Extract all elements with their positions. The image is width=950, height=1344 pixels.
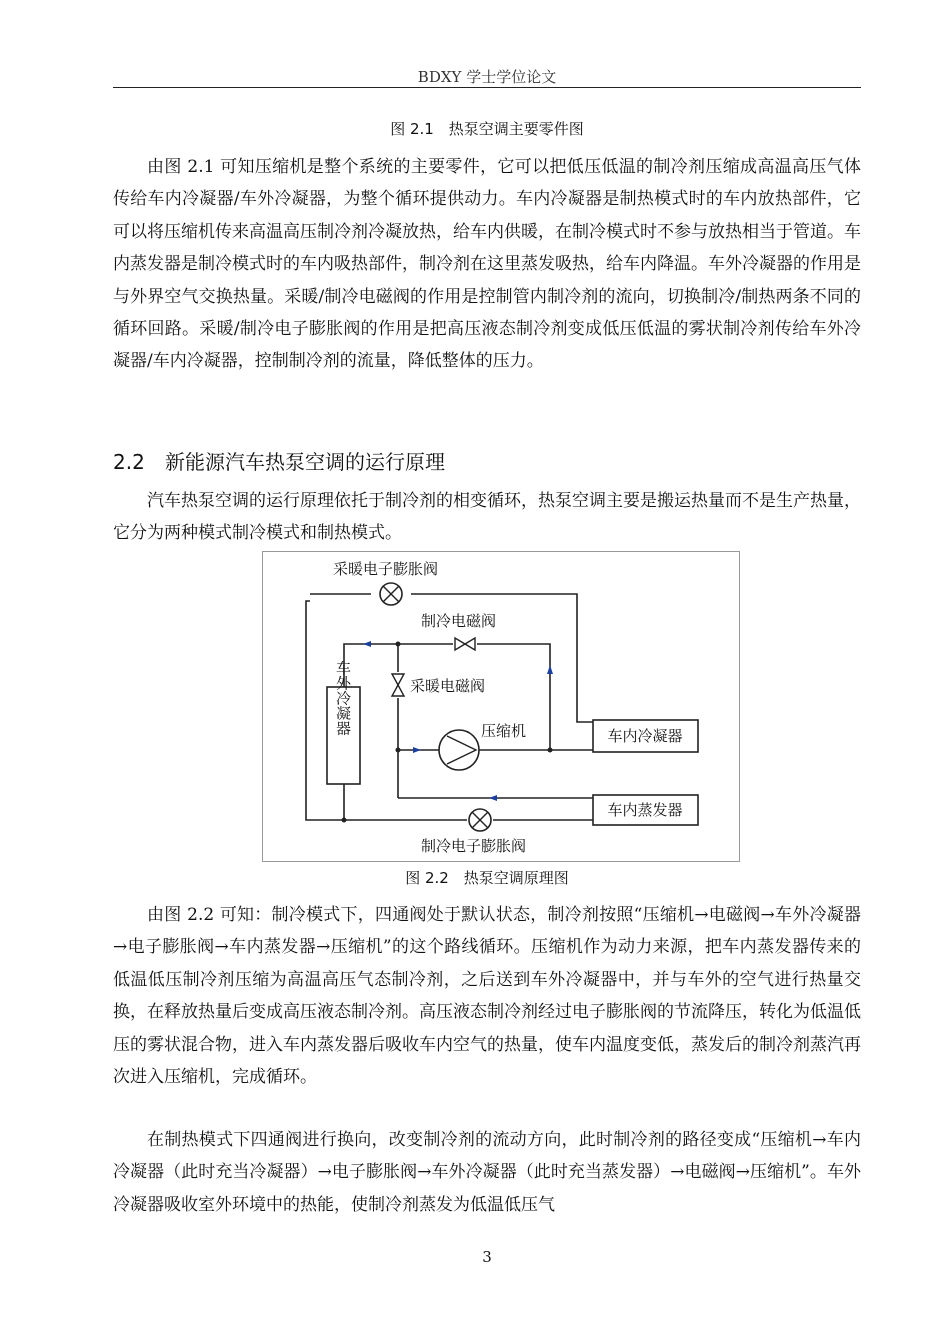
compressor-label: 压缩机 xyxy=(481,722,527,740)
heating-expansion-valve-label: 采暖电子膨胀阀 xyxy=(333,560,439,578)
paragraph-heating-mode: 在制热模式下四通阀进行换向，改变制冷剂的流动方向，此时制冷剂的路径变成“压缩机→车内冷凝器（此时充当冷凝器）→电子膨胀阀→车外冷凝器（此时充当蒸发器）→电磁阀→压缩机”。车外冷凝器吸收室外环境中的热能，使制冷剂蒸发为低温低压气 xyxy=(113,1130,861,1215)
cooling-solenoid-valve-label: 制冷电磁阀 xyxy=(421,612,497,630)
arrow-left-top xyxy=(363,641,371,647)
paragraph-components: 由图 2.1 可知压缩机是整个系统的主要零件，它可以把低压低温的制冷剂压缩成高温高压气体传给车内冷凝器/车外冷凝器，为整个循环提供动力。车内冷凝器是制热模式时的车内放热部件，它可以将压缩机传来高温高压制冷剂冷凝放热，给车内供暖，在制冷模式时不参与放热相当于管道。车内蒸发器是制冷模式时的车内吸热部件，制冷剂在这里蒸发吸热，给车内降温。车外冷凝器的作用是与外界空气交换热量。采暖/制冷电磁阀的作用是控制管内制冷剂的流向，切换制冷/制热两条不同的循环回路。采暖/制冷电子膨胀阀的作用是把高压液态制冷剂变成低压低温的雾状制冷剂传给车外冷凝器/车内冷凝器，控制制冷剂的流量，降低整体的压力。 xyxy=(113,157,861,372)
section-title: 新能源汽车热泵空调的运行原理 xyxy=(165,450,445,474)
heating-expansion-valve-icon xyxy=(380,583,402,605)
arrow-up-right xyxy=(547,665,553,674)
heating-solenoid-valve-label: 采暖电磁阀 xyxy=(410,677,486,695)
compressor-icon xyxy=(439,730,479,770)
cooling-expansion-valve-icon xyxy=(469,809,491,831)
indoor-evaporator-label: 车内蒸发器 xyxy=(607,801,683,819)
running-header: BDXY 学士学位论文 xyxy=(417,68,557,86)
cooling-solenoid-valve-icon xyxy=(455,638,475,650)
section-number: 2.2 xyxy=(113,450,145,474)
outdoor-condenser-label: 车外冷凝器 xyxy=(334,660,352,736)
heat-pump-diagram xyxy=(262,551,740,862)
cooling-expansion-valve-label: 制冷电子膨胀阀 xyxy=(421,837,527,855)
flow-arrows xyxy=(363,641,553,801)
page-number: 3 xyxy=(482,1248,492,1266)
figure-2-2-caption: 图 2.2 热泵空调原理图 xyxy=(405,869,569,887)
paragraph-cooling-mode: 由图 2.2 可知：制冷模式下，四通阀处于默认状态，制冷剂按照“压缩机→电磁阀→车外冷凝器→电子膨胀阀→车内蒸发器→压缩机”的这个路线循环。压缩机作为动力来源，把车内蒸发器传来的低温低压制冷剂压缩为高温高压气态制冷剂，之后送到车外冷凝器中，并与车外的空气进行热量交换，在释放热量后变成高压液态制冷剂。高压液态制冷剂经过电子膨胀阀的节流降压，转化为低温低压的雾状混合物，进入车内蒸发器后吸收车内空气的热量，使车内温度变低，蒸发后的制冷剂蒸汽再次进入压缩机，完成循环。 xyxy=(113,905,861,1088)
diagram-svg xyxy=(263,552,741,863)
arrow-left-evaporator xyxy=(489,795,497,801)
arrow-right-compressor xyxy=(413,747,421,753)
section-heading xyxy=(113,446,445,475)
indoor-condenser-label: 车内冷凝器 xyxy=(607,727,683,745)
figure-2-1-caption: 图 2.1 热泵空调主要零件图 xyxy=(390,120,584,138)
header-rule xyxy=(113,87,861,88)
paragraph-principle: 汽车热泵空调的运行原理依托于制冷剂的相变循环，热泵空调主要是搬运热量而不是生产热量，它分为两种模式制冷模式和制热模式。 xyxy=(113,491,861,544)
heating-solenoid-valve-icon xyxy=(392,674,404,696)
